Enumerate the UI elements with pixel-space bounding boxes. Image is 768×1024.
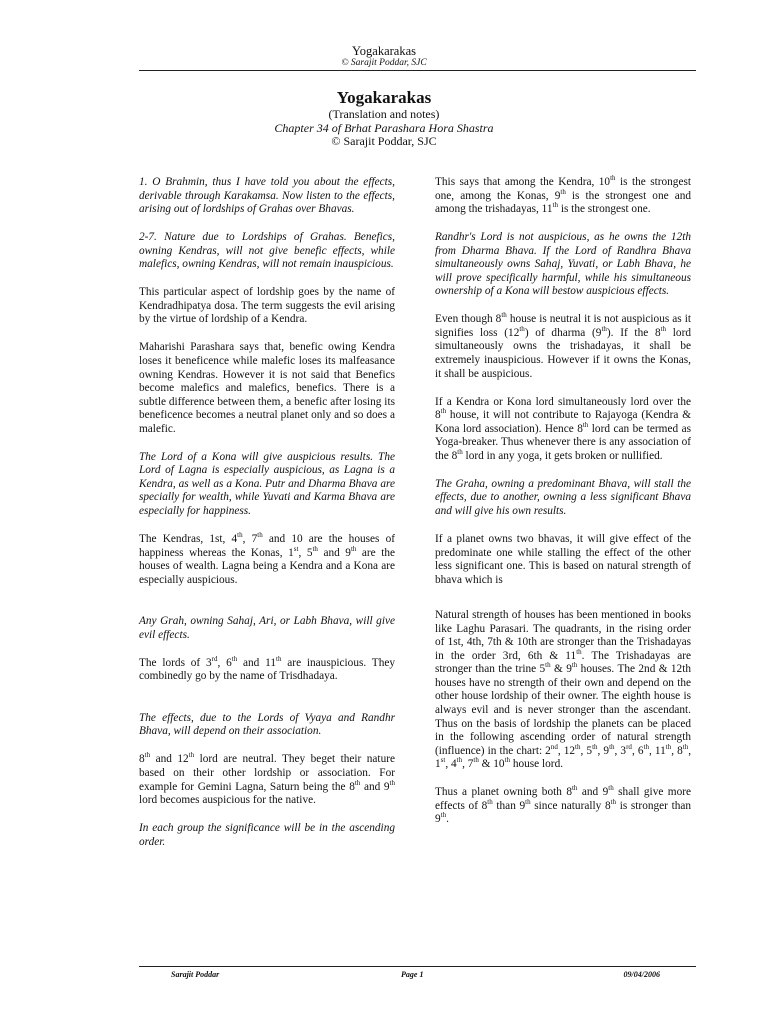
document-title-block	[0, 88, 768, 149]
paragraph: This particular aspect of lordship goes by the name of Kendradhipatya dosa. The term suggests the evil arising by the virtue of lordship of a Kendra.	[139, 286, 395, 326]
document-copyright: © Sarajit Poddar, SJC	[331, 134, 437, 148]
footer-page-number: Page 1	[401, 970, 424, 979]
verse-quote: In each group the significance will be in the ascending order.	[139, 822, 395, 848]
running-header	[0, 44, 768, 69]
paragraph: This says that among the Kendra, 10th is the strongest one, among the Konas, 9th is the strongest one and among the trishadayas, 11th is the strongest one.	[435, 174, 692, 216]
paragraph: Even though 8th house is neutral it is not auspicious as it signifies loss (12th) of dharma (9th). If the 8th lord simultaneously owns the trishadayas, it shall be extremely inauspicious. However if it owns the Konas, it shall be auspicious.	[435, 311, 691, 380]
paragraph: Maharishi Parashara says that, benefic owing Kendra loses it beneficence while malefic loses its malfeasance owning Kendras. However it is not said that Benefics become malefics and malefics, benefics. There is a subtle difference between them, a benefic after losing its beneficence becomes a neutral planet only and so does a malefic.	[139, 341, 395, 435]
document-chapter: Chapter 34 of Brhat Parashara Hora Shastra	[274, 120, 494, 135]
verse-quote: The Lord of a Kona will give auspicious results. The Lord of Lagna is especially auspicious, as Lagna is a Kendra, as well as a Kona. Putr and Dharma Bhava are specially for wealth, while Yuvati and Karma Bhava are especially for happiness.	[139, 450, 395, 517]
left-column	[139, 176, 395, 864]
header-rule	[139, 70, 696, 71]
header-title: Yogakarakas	[352, 44, 416, 58]
document-subtitle: (Translation and notes)	[328, 107, 440, 121]
verse-1: 1. O Brahmin, thus I have told you about the effects, derivable through Karakamsa. Now listen to the effects, arising out of lordships of Grahas over Bhavas.	[139, 176, 395, 216]
document-title: Yogakarakas	[336, 88, 432, 107]
verse-quote: The Graha, owning a predominant Bhava, will stall the effects, due to another, owning a less significant Bhava and will give his own results.	[435, 477, 691, 517]
paragraph: If a Kendra or Kona lord simultaneously lord over the 8th house, it will not contribute to Rajayoga (Kendra & Kona lord association). Hence 8th lord can be termed as Yoga-breaker. Thus whenever there is any association of the 8th lord in any yoga, it gets broken or nullified.	[435, 395, 692, 462]
footer-author: Sarajit Poddar	[171, 970, 220, 979]
paragraph: 8th and 12th lord are neutral. They beget their nature based on their other lordship or association. For example for Gemini Lagna, Saturn being the 8th and 9th lord becomes auspicious for the native.	[139, 751, 395, 807]
verse-quote: Randhr's Lord is not auspicious, as he owns the 12th from Dharma Bhava. If the Lord of Randhra Bhava simultaneously owns Sahaj, Yuvati, or Labh Bhava, he will prove specifically harmful, while his simultaneous ownership of a Kona will bestow auspicious effects.	[435, 231, 691, 298]
right-column	[435, 176, 691, 841]
paragraph: Thus a planet owning both 8th and 9th shall give more effects of 8th than 9th since naturally 8th is stronger than 9th.	[435, 784, 692, 826]
verse-quote: The effects, due to the Lords of Vyaya and Randhr Bhava, will depend on their association.	[139, 711, 395, 738]
verse-quote: Any Grah, owning Sahaj, Ari, or Labh Bhava, will give evil effects.	[139, 615, 395, 641]
paragraph: Natural strength of houses has been mentioned in books like Laghu Parasari. The quadrants, in the rising order of 1st, 4th, 7th & 10th are stronger than the Trishadayas in the order 3rd, 6th & 11th. The Trishadayas are stronger than the trine 5th & 9th houses. The 2nd & 12th houses have no strength of their own and depend on the other house lordship of their owner. The eighth house is always evil and is never stronger than the ascendant. Thus on the basis of lordship the planets can be placed in the following ascending order of natural strength (influence) in the chart: 2nd, 12th, 5th, 9th, 3rd, 6th, 11th, 8th, 1st, 4th, 7th & 10th house lord.	[435, 609, 692, 771]
footer-date: 09/04/2006	[623, 970, 660, 979]
header-copyright: © Sarajit Poddar, SJC	[341, 58, 427, 68]
paragraph: The lords of 3rd, 6th and 11th are inauspicious. They combinedly go by the name of Trisdhadaya.	[139, 654, 396, 683]
footer-rule	[139, 966, 696, 967]
paragraph: The Kendras, 1st, 4th, 7th and 10 are the houses of happiness whereas the Konas, 1st, 5th and 9th are the houses of wealth. Lagna being a Kendra and a Kona are especially auspicious.	[139, 530, 396, 586]
paragraph: If a planet owns two bhavas, it will give effect of the predominate one while stalling the effect of the other less significant one. This is based on natural strength of bhava which is	[435, 532, 691, 586]
verse-2-7: 2-7. Nature due to Lordships of Grahas. Benefics, owning Kendras, will not give benefic effects, while malefics, owning Kendras, will not remain inauspicious.	[139, 231, 395, 271]
